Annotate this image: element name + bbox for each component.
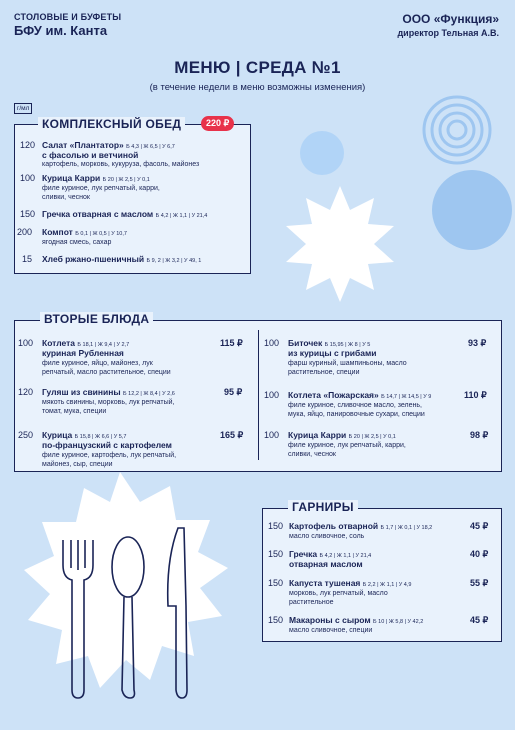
dish-name: Курица Карри Б 20 | Ж 2,5 | У 0,1 (288, 430, 396, 440)
dish-price: 93 ₽ (468, 338, 487, 348)
menu-subtitle: (в течение недели в меню возможны изменения) (149, 82, 366, 93)
garnish-desc: морковь, лук репчатый, масло (289, 590, 388, 597)
complex-item-desc: филе куриное, лук репчатый, карри, (42, 185, 160, 192)
complex-item-desc: картофель, морковь, кукуруза, фасоль, майонез (42, 161, 200, 168)
nutrition-info: Б 4,2 | Ж 1,1 | У 21,4 (155, 213, 208, 219)
complex-item-desc: ягодная смесь, сахар (42, 239, 112, 246)
nutrition-info: Б 4,2 | Ж 1,1 | У 21,4 (319, 553, 372, 559)
nutrition-info: Б 15,8 | Ж 6,6 | У 5,7 (74, 434, 127, 440)
dish-desc2: майонез, сыр, специи (42, 461, 113, 468)
dish-grams: 100 (264, 338, 280, 348)
nutrition-info: Б 2,2 | Ж 1,1 | У 4,9 (362, 582, 412, 588)
dish-desc2: растительное, специи (288, 369, 360, 376)
complex-item-grams: 120 (20, 140, 36, 150)
starburst-cutlery-bg-icon (24, 472, 228, 688)
dish-desc: филе куриное, картофель, лук репчатый, (42, 452, 177, 459)
dish-name: Котлета Б 18,1 | Ж 9,4 | У 2,7 (42, 338, 130, 348)
dish-name2: куриная Рубленная (42, 348, 124, 358)
garnish-desc2: растительное (289, 599, 334, 606)
org-line1: СТОЛОВЫЕ И БУФЕТЫ (14, 12, 122, 22)
menu-title: МЕНЮ | СРЕДА №1 (174, 58, 341, 77)
nutrition-info: Б 10 | Ж 5,8 | У 42,2 (373, 619, 424, 625)
dish-name2: из курицы с грибами (288, 348, 377, 358)
garnish-desc: масло сливочное, соль (289, 533, 365, 540)
org-line2: БФУ им. Канта (14, 23, 108, 38)
dish-desc2: мука, яйцо, панировочные сухари, специи (288, 411, 425, 418)
garnish-grams: 150 (268, 578, 284, 588)
garnish-name: Картофель отварной Б 1,7 | Ж 0,1 | У 18,2 (289, 521, 433, 531)
dish-grams: 100 (18, 338, 34, 348)
garnish-name: Макароны с сыром Б 10 | Ж 5,8 | У 42,2 (289, 615, 424, 625)
dish-grams: 120 (18, 387, 34, 397)
complex-item-name: Хлеб ржано-пшеничный Б 9, 2 | Ж 3,2 | У 49, 1 (42, 254, 202, 264)
garnish-price: 45 ₽ (470, 521, 489, 531)
org-header (14, 12, 121, 38)
dish-desc2: томат, мука, специи (42, 408, 107, 415)
garnish-name: Капуста тушеная Б 2,2 | Ж 1,1 | У 4,9 (289, 578, 412, 588)
dish-price: 115 ₽ (220, 338, 243, 348)
garnish-price: 40 ₽ (470, 549, 489, 559)
complex-item-grams: 200 (17, 227, 33, 237)
dish-grams: 100 (264, 390, 280, 400)
garnish-grams: 150 (268, 615, 284, 625)
complex-item-name: Компот Б 0,1 | Ж 0,5 | У 10,7 (42, 227, 127, 237)
nutrition-info: Б 9, 2 | Ж 3,2 | У 49, 1 (146, 258, 202, 264)
complex-item-desc2: сливки, чеснок (42, 194, 90, 201)
spiral-decor-icon (424, 97, 490, 163)
starburst-decor-icon (286, 186, 394, 302)
nutrition-info: Б 20 | Ж 2,5 | У 0,1 (348, 434, 396, 440)
dish-price: 165 ₽ (220, 430, 244, 440)
units-label: г/мл (14, 103, 32, 114)
circle-decor-large (432, 170, 512, 250)
dish-price: 110 ₽ (464, 390, 487, 400)
circle-decor-small (300, 131, 344, 175)
complex-item-name: Салат «Плантатор» Б 4,3 | Ж 6,5 | У 6,7 (42, 140, 175, 150)
garnish-price: 55 ₽ (470, 578, 489, 588)
dish-desc: мякоть свинины, морковь, лук репчатый, (42, 399, 175, 406)
dish-name: Котлета «Пожарская» Б 14,7 | Ж 14,5 | У 9 (288, 390, 432, 400)
dish-name: Биточек Б 15,95 | Ж 8 | У 5 (288, 338, 371, 348)
complex-item-name: Курица Карри Б 20 | Ж 2,5 | У 0,1 (42, 173, 150, 183)
dish-desc2: репчатый, масло растительное, специи (42, 369, 171, 376)
director-name: директор Тельная А.В. (397, 28, 499, 38)
garnish-grams: 150 (268, 549, 284, 559)
garnish-name: Гречка Б 4,2 | Ж 1,1 | У 21,4 (289, 549, 372, 559)
nutrition-info: Б 14,7 | Ж 14,5 | У 9 (381, 394, 432, 400)
garnish-desc: масло сливочное, специи (289, 627, 373, 634)
column-divider (258, 330, 259, 460)
company-header (397, 12, 499, 38)
dish-price: 98 ₽ (470, 430, 489, 440)
complex-item-name: Гречка отварная с маслом Б 4,2 | Ж 1,1 | У 21,4 (42, 209, 208, 219)
dish-name2: по-французский с картофелем (42, 440, 172, 450)
dish-grams: 100 (264, 430, 280, 440)
nutrition-info: Б 20 | Ж 2,5 | У 0,1 (102, 177, 150, 183)
nutrition-info: Б 18,1 | Ж 9,4 | У 2,7 (77, 342, 130, 348)
second-title: ВТОРЫЕ БЛЮДА (40, 312, 153, 326)
nutrition-info: Б 12,2 | Ж 8,4 | У 2,6 (123, 391, 175, 397)
nutrition-info: Б 1,7 | Ж 0,1 | У 18,2 (380, 525, 433, 531)
company-name: ООО «Функция» (402, 12, 499, 26)
complex-item-grams: 100 (20, 173, 36, 183)
nutrition-info: Б 4,3 | Ж 6,5 | У 6,7 (126, 144, 175, 150)
complex-price-badge: 220 ₽ (201, 116, 234, 131)
garnish-title: ГАРНИРЫ (288, 500, 358, 514)
garnish-price: 45 ₽ (470, 615, 489, 625)
nutrition-info: Б 15,95 | Ж 8 | У 5 (324, 342, 371, 348)
complex-title: КОМПЛЕКСНЫЙ ОБЕД (38, 117, 185, 131)
complex-item-grams: 15 (22, 254, 33, 264)
dish-name: Курица Б 15,8 | Ж 6,6 | У 5,7 (42, 430, 127, 440)
dish-price: 95 ₽ (224, 387, 243, 397)
garnish-grams: 150 (268, 521, 284, 531)
dish-desc2: сливки, чеснок (288, 451, 336, 458)
nutrition-info: Б 0,1 | Ж 0,5 | У 10,7 (75, 231, 127, 237)
dish-desc: филе куриное, яйцо, майонез, лук (42, 360, 153, 367)
dish-desc: филе куриное, сливочное масло, зелень, (288, 402, 422, 409)
dish-name: Гуляш из свинины Б 12,2 | Ж 8,4 | У 2,6 (42, 387, 175, 397)
dish-desc: фарш куриный, шампиньоны, масло (288, 360, 407, 367)
dish-desc: филе куриное, лук репчатый, карри, (288, 442, 406, 449)
garnish-name2: отварная маслом (289, 559, 363, 569)
dish-grams: 250 (18, 430, 34, 440)
complex-item-name2: с фасолью и ветчиной (42, 150, 139, 160)
complex-item-grams: 150 (20, 209, 36, 219)
